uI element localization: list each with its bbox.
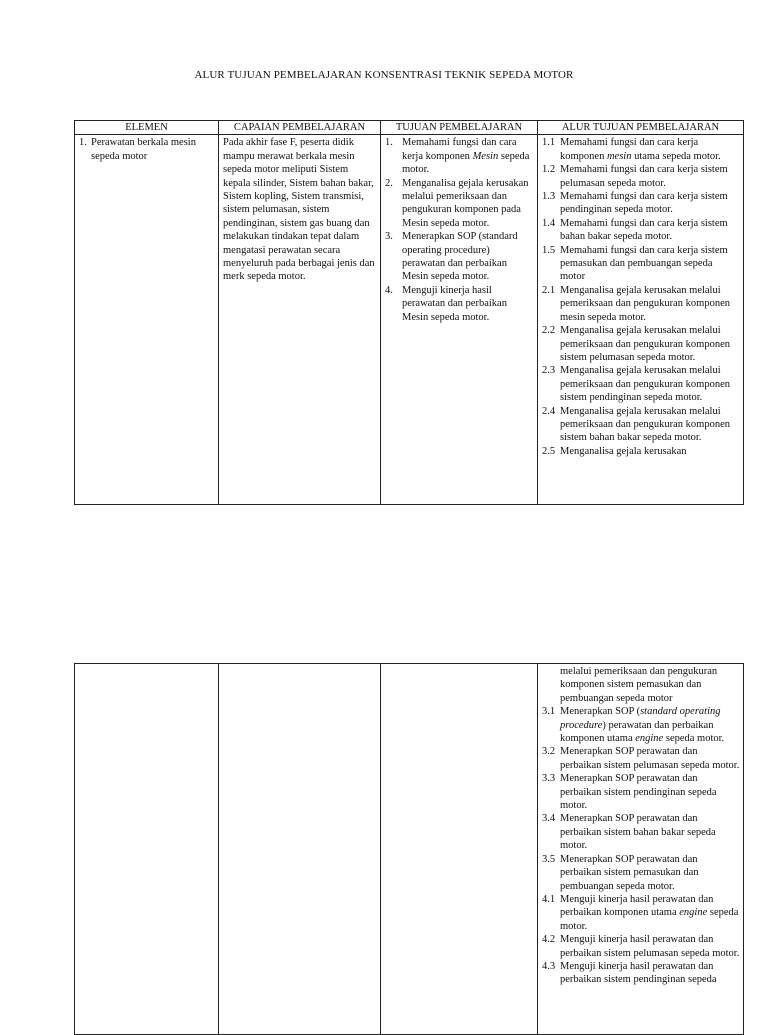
italic-term: mesin [606,150,632,162]
list-item [542,324,740,364]
list-item-continuation [542,665,740,705]
list-number: 3.2 [542,746,556,758]
header-tujuan-pembelajaran: TUJUAN PEMBELAJARAN [381,121,538,135]
list-item [542,893,740,933]
list-number: 1.5 [542,244,556,256]
text-segment: Menganalisa gejala kerusakan melalui pemeriksaan dan pengukuran komponen sistem pelumasan sepeda motor. [560,325,730,363]
list-text [560,284,740,324]
list-text [560,960,740,987]
list-number: 3.4 [542,813,556,825]
text-segment: Menguji kinerja hasil perawatan dan perbaikan Mesin sepeda motor. [402,284,507,323]
list-item [542,190,740,217]
text-segment: Menguji kinerja hasil perawatan dan perbaikan komponen utama [560,893,714,919]
list-item [385,284,534,324]
list-number: 4.2 [542,934,556,946]
text-segment: Menganalisa gejala kerusakan melalui pemeriksaan dan pengukuran komponen sistem pendinginan sepeda motor. [560,365,730,404]
list-text [560,163,740,190]
list-text [560,190,740,217]
list-item [542,163,740,190]
list-number: 2.5 [542,445,556,457]
list-text [560,893,740,933]
list-number: 2.1 [542,284,556,296]
table-row [75,135,744,505]
list-text [560,772,740,812]
list-text [560,217,740,244]
text-segment: Menganalisa gejala kerusakan melalui pemeriksaan dan pengukuran komponen sistem bahan bakar sepeda motor. [560,405,730,444]
text-segment: sepeda motor. [560,907,739,932]
tujuan-cell [381,135,538,505]
list-text [402,230,534,284]
text-segment: Memahami fungsi dan cara kerja sistem pemasukan dan pembuangan sepeda motor [560,244,728,283]
text-segment: Menganalisa gejala kerusakan melalui pemeriksaan dan pengukuran komponen mesin sepeda motor. [560,284,730,323]
text-segment: Memahami fungsi dan cara kerja komponen [560,137,699,162]
elemen-text: Perawatan berkala mesin sepeda motor [91,137,196,162]
list-text [402,136,534,176]
text-segment: utama sepeda motor. [631,150,721,162]
alur-cell [538,135,744,505]
list-text [560,405,740,445]
list-item [542,772,740,812]
text-segment: Menerapkan SOP perawatan dan perbaikan sistem pemasukan dan pembuangan sepeda motor. [560,853,699,892]
table-header-row [75,121,744,135]
list-text [560,812,740,852]
list-number: 2.2 [542,325,556,337]
list-number: 4.1 [542,893,556,905]
header-elemen: ELEMEN [75,121,219,135]
list-item [385,177,534,231]
table-row [75,664,744,1035]
list-item [542,364,740,404]
italic-term: engine [679,907,708,919]
list-text [560,745,740,772]
alur-list [538,135,743,459]
list-item [542,405,740,445]
list-item [542,284,740,324]
list-item [542,244,740,284]
list-text [560,244,740,284]
list-number: 4. [385,284,393,296]
list-item [542,933,740,960]
list-text [560,364,740,404]
list-number: 2. [385,177,393,189]
text-segment: Menerapkan SOP (standard operating procedure) perawatan dan perbaikan Mesin sepeda motor. [402,231,518,283]
list-text [560,324,740,364]
list-number: 3.1 [542,706,556,718]
list-number: 1. [79,137,87,149]
list-number: 3.5 [542,853,556,865]
list-item [542,853,740,893]
text-segment: Menganalisa gejala kerusakan melalui pemeriksaan dan pengukuran komponen pada Mesin sepeda motor. [402,177,529,229]
list-item [542,217,740,244]
list-number: 3.3 [542,773,556,785]
italic-term: standard operating procedure [560,706,721,731]
alur-cell-continued [538,664,744,1035]
text-segment: Menerapkan SOP perawatan dan perbaikan sistem bahan bakar sepeda motor. [560,813,716,852]
list-number: 1. [385,137,393,149]
text-segment: Menganalisa gejala kerusakan [560,445,687,457]
text-segment: Memahami fungsi dan cara kerja sistem pelumasan sepeda motor. [560,164,728,189]
capaian-cell-continued [219,664,381,1035]
tujuan-cell-continued [381,664,538,1035]
list-text [560,853,740,893]
list-number: 1.4 [542,217,556,229]
list-text [560,445,740,458]
header-capaian-pembelajaran: CAPAIAN PEMBELAJARAN [219,121,381,135]
tujuan-list [381,135,537,325]
document-title: ALUR TUJUAN PEMBELAJARAN KONSENTRASI TEKNIK SEPEDA MOTOR [194,69,574,81]
capaian-text: Pada akhir fase F, peserta didik mampu merawat berkala mesin sepeda motor meliputi Sistem kepala silinder, Sistem bahan bakar, Sistem kopling, Sistem transmisi, sistem pelumasan, sistem pendinginan, sistem gas buang dan melakukan tindakan tepat dalam mengatasi perawatan secara menyeluruh pada berbagai jenis dan merk sepeda motor. [223,137,375,283]
list-item [542,705,740,745]
alur-continuation-text: melalui pemeriksaan dan pengukuran komponen sistem pemasukan dan pembuangan sepeda motor [560,666,718,704]
list-number: 1.2 [542,164,556,176]
list-item [385,230,534,284]
learning-path-table-page-2 [74,663,744,1035]
text-segment: ) perawatan dan perbaikan komponen utama [560,719,714,745]
italic-term: Mesin [472,150,499,162]
list-text [560,136,740,163]
list-number: 1.1 [542,137,556,149]
text-segment: Menerapkan SOP perawatan dan perbaikan sistem pelumasan sepeda motor. [560,746,740,771]
header-alur-tujuan-pembelajaran: ALUR TUJUAN PEMBELAJARAN [538,121,744,135]
list-item [79,136,215,163]
text-segment: Menerapkan SOP ( [560,706,641,718]
list-number: 1.3 [542,191,556,203]
text-segment: sepeda motor. [402,150,530,176]
text-segment: Memahami fungsi dan cara kerja komponen [402,137,517,162]
text-segment: Memahami fungsi dan cara kerja sistem bahan bakar sepeda motor. [560,217,728,243]
text-segment: Menguji kinerja hasil perawatan dan perbaikan sistem pelumasan sepeda motor. [560,934,740,959]
list-item [542,445,740,458]
list-number: 2.4 [542,405,556,417]
list-text [402,177,534,231]
list-number: 4.3 [542,960,556,972]
text-segment: Menerapkan SOP perawatan dan perbaikan sistem pendinginan sepeda motor. [560,773,717,812]
list-text [560,705,740,745]
list-number: 2.3 [542,365,556,377]
elemen-cell-continued [75,664,219,1035]
text-segment: Menguji kinerja hasil perawatan dan perbaikan sistem pendinginan sepeda [560,960,717,986]
text-segment: Memahami fungsi dan cara kerja sistem pendinginan sepeda motor. [560,191,728,216]
list-item [542,812,740,852]
list-text [402,284,534,324]
list-item [542,745,740,772]
list-item [542,960,740,987]
list-item [542,136,740,163]
capaian-cell [219,135,381,505]
list-item [385,136,534,176]
alur-list [542,705,740,987]
learning-path-table-page-1 [74,120,744,505]
text-segment: sepeda motor. [663,733,725,745]
italic-term: engine [635,733,664,745]
elemen-cell [75,135,219,505]
list-text [560,933,740,960]
list-number: 3. [385,231,393,243]
